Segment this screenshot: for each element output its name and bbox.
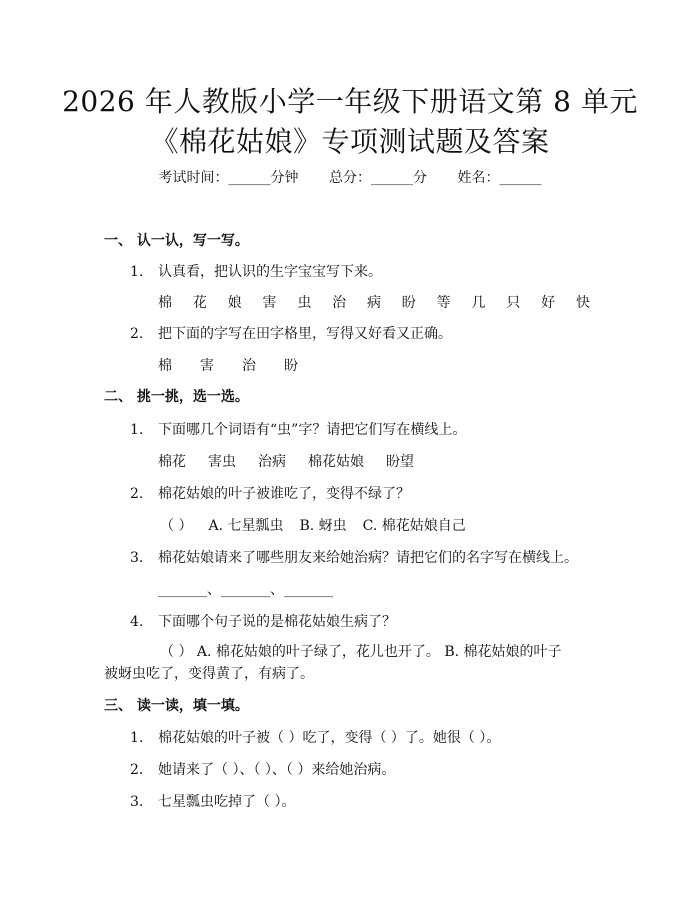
page-title-line2: 《棉花姑娘》专项测试题及答案 — [150, 125, 550, 158]
s2-q4-text: 下面哪个句子说的是棉花姑娘生病了？ — [158, 614, 396, 630]
s3-q2-text: 她请来了（ ）、（ ）、（ ）来给她治病。 — [158, 762, 396, 778]
character-item: 盼 — [284, 358, 298, 374]
character-item: 害 — [262, 295, 277, 311]
s1-q1-char-list — [158, 293, 590, 313]
character-item: 只 — [506, 295, 521, 311]
word-item: 盼望 — [386, 454, 414, 470]
s1-q2-text: 把下面的字写在田字格里，写得又好看又正确。 — [158, 326, 452, 342]
s3-q3-text: 七星瓢虫吃掉了（ ）。 — [158, 794, 296, 810]
s2-q1-word-list — [158, 452, 414, 472]
section-1-heading: 一、 认一认，写一写。 — [104, 233, 249, 249]
s1-q1-number: 1. — [130, 264, 144, 280]
option-item: A. 七星瓢虫 — [208, 518, 284, 534]
s3-q1-text: 棉花姑娘的叶子被（ ）吃了，变得（ ）了。她很（ ）。 — [158, 730, 501, 746]
character-item: 几 — [471, 295, 486, 311]
s3-q2-number: 2. — [130, 762, 144, 778]
character-item: 治 — [332, 295, 347, 311]
exam-time: 考试时间：______分钟 — [158, 170, 299, 186]
s1-q1-text: 认真看，把认识的生字宝宝写下来。 — [158, 264, 382, 280]
s2-q2-text: 棉花姑娘的叶子被谁吃了，变得不绿了？ — [158, 486, 410, 502]
s2-q1-text: 下面哪几个词语有“虫”字？请把它们写在横线上。 — [158, 422, 467, 438]
character-item: 花 — [192, 295, 207, 311]
s3-q3-number: 3. — [130, 794, 144, 810]
word-item: 治病 — [258, 454, 286, 470]
s1-q2-number: 2. — [130, 326, 144, 342]
character-item: 盼 — [401, 295, 416, 311]
s2-q3-text: 棉花姑娘请来了哪些朋友来给她治病？请把它们的名字写在横线上。 — [158, 550, 578, 566]
word-item: 棉花姑娘 — [308, 454, 364, 470]
option-item: B. 蚜虫 — [299, 518, 347, 534]
character-item: 棉 — [158, 295, 172, 311]
s2-q3-number: 3. — [130, 550, 144, 566]
s2-q1-number: 1. — [130, 422, 144, 438]
s2-q2-options — [160, 516, 466, 536]
character-item: 好 — [541, 295, 556, 311]
s2-q2-number: 2. — [130, 486, 144, 502]
s2-q3-blanks: _______、_______、_______ — [158, 582, 333, 598]
s2-q4-answer-line2: 被蚜虫吃了，变得黄了，有病了。 — [104, 666, 314, 682]
character-item: 病 — [366, 295, 381, 311]
exam-score: 总分：______分 — [329, 170, 427, 186]
word-item: 棉花 — [158, 454, 186, 470]
exam-meta — [0, 168, 700, 188]
page-title-line1: 2026 年人教版小学一年级下册语文第 8 单元 — [62, 85, 638, 118]
section-3-heading: 三、 读一读，填一填。 — [104, 698, 249, 714]
option-item: C. 棉花姑娘自己 — [362, 518, 466, 534]
character-item: 棉 — [158, 358, 172, 374]
s2-q4-number: 4. — [130, 614, 144, 630]
word-item: 害虫 — [208, 454, 236, 470]
character-item: 等 — [436, 295, 451, 311]
exam-name: 姓名：______ — [457, 170, 542, 186]
s3-q1-number: 1. — [130, 730, 144, 746]
s1-q2-char-list — [158, 356, 298, 376]
character-item: 害 — [200, 358, 214, 374]
character-item: 娘 — [227, 295, 242, 311]
character-item: 治 — [242, 358, 256, 374]
option-item: （ ） — [160, 518, 193, 534]
character-item: 虫 — [297, 295, 312, 311]
s2-q4-answer-line1: （ ） A. 棉花姑娘的叶子绿了，花儿也开了。 B. 棉花姑娘的叶子 — [160, 644, 562, 660]
section-2-heading: 二、 挑一挑，选一选。 — [104, 389, 249, 405]
character-item: 快 — [575, 295, 590, 311]
